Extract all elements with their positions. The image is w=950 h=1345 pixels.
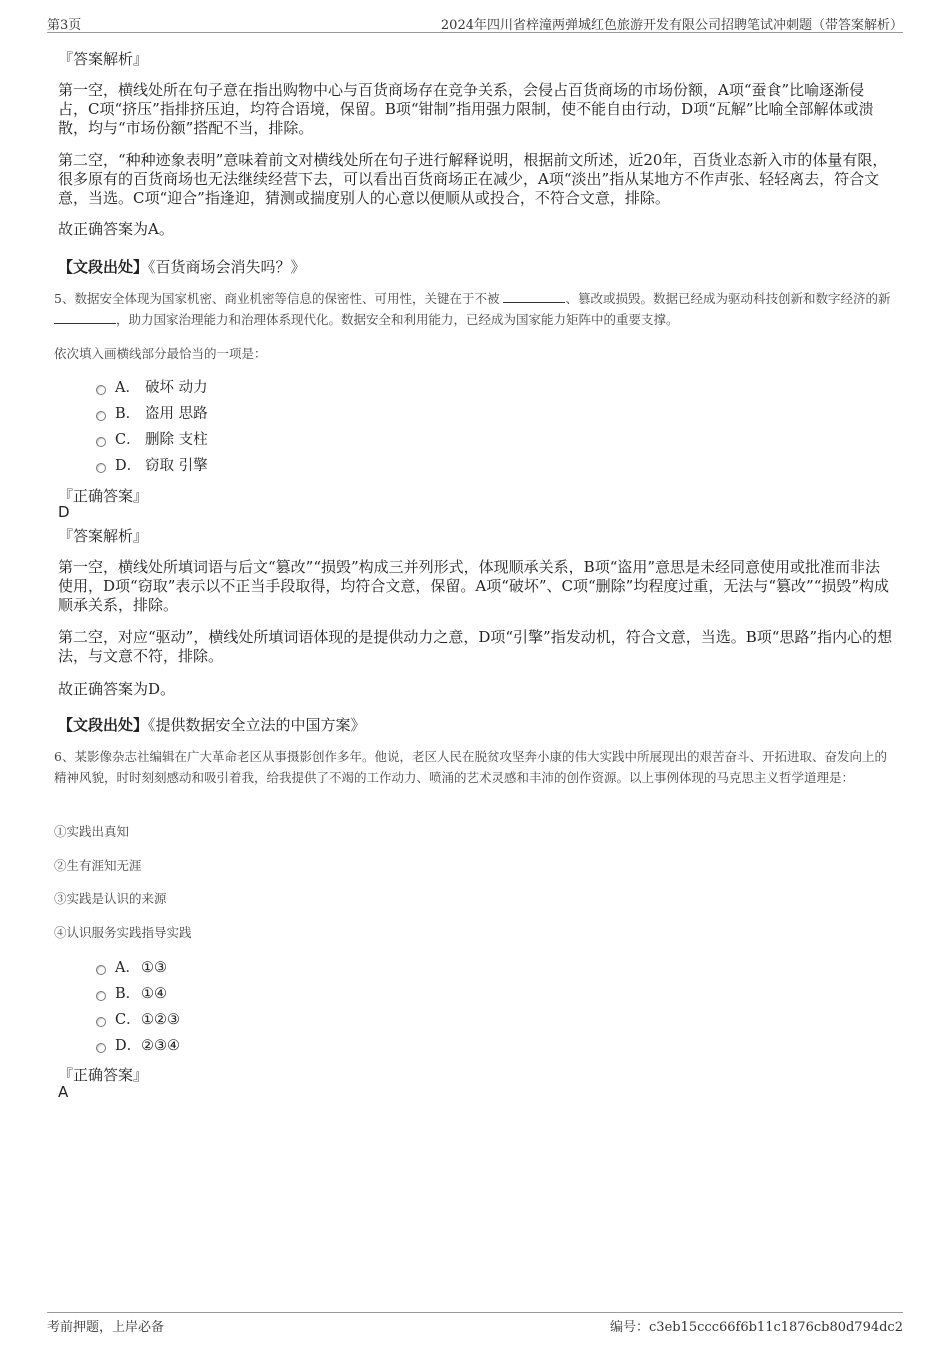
q5-option-d[interactable]: [96, 456, 208, 476]
radio-icon[interactable]: [96, 463, 106, 473]
correct-answer: A: [58, 1083, 69, 1101]
q5-option-c[interactable]: [96, 430, 208, 450]
source-title: 《提供数据安全立法的中国方案》: [148, 716, 366, 734]
correct-answer-label: 『正确答案』: [58, 487, 149, 505]
option-text: 破坏 动力: [145, 380, 208, 396]
q5-analysis-paragraph-3: 故正确答案为D。: [58, 680, 176, 698]
analysis-paragraph-3: 故正确答案为A。: [58, 220, 174, 238]
radio-icon[interactable]: [96, 1017, 106, 1027]
question-5-prompt: 依次填入画横线部分最恰当的一项是：: [54, 346, 267, 361]
analysis-label: 『答案解析』: [58, 527, 149, 545]
radio-icon[interactable]: [96, 411, 106, 421]
question-5-text: [54, 288, 896, 330]
q5-analysis-paragraph-1: 第一空，横线处所填词语与后文“篡改”“损毁”构成三并列形式，体现顺承关系，B项“盗用”意思是未经同意使用或批准而非法使用，D项“窃取”表示以不正当手段取得，均符合文意，保留。A项“破坏”、C项“删除”均程度过重，无法与“篡改”“损毁”构成顺承关系，排除。: [58, 558, 890, 614]
radio-icon[interactable]: [96, 385, 106, 395]
question-5-part-b: 、篡改或损毁。数据已经成为驱动科技创新和数字经济的新: [565, 291, 891, 306]
statement-2: ②生有涯知无涯: [54, 858, 142, 873]
radio-icon[interactable]: [96, 965, 106, 975]
radio-icon[interactable]: [96, 991, 106, 1001]
source-label: 【文段出处】: [58, 716, 149, 734]
fill-blank-2: [54, 311, 116, 324]
option-text: 删除 支柱: [145, 432, 208, 448]
option-key: C．: [115, 1012, 141, 1028]
question-5-part-a: 5、数据安全体现为国家机密、商业机密等信息的保密性、可用性，关键在于不被: [54, 291, 500, 306]
source-label: 【文段出处】: [58, 258, 149, 276]
option-text: 窃取 引擎: [145, 458, 208, 474]
page-footer: [47, 1312, 903, 1335]
option-key: C．: [115, 432, 141, 448]
document-title: 2024年四川省梓潼两弹城红色旅游开发有限公司招聘笔试冲刺题（带答案解析）: [440, 18, 903, 33]
q6-option-a[interactable]: [96, 958, 167, 978]
option-text: ①③: [141, 960, 167, 976]
option-key: A．: [115, 380, 140, 396]
analysis-label: 『答案解析』: [58, 50, 149, 68]
q6-option-c[interactable]: [96, 1010, 180, 1030]
option-key: D．: [115, 458, 142, 474]
question-6-text: 6、某影像杂志社编辑在广大革命老区从事摄影创作多年。他说，老区人民在脱贫攻坚奔小康的伟大实践中所展现出的艰苦奋斗、开拓进取、奋发向上的精神风貌，时时刻刻感动和吸引着我，给我提供了不竭的工作动力、喷涌的艺术灵感和丰沛的创作资源。以上事例体现的马克思主义哲学道理是：: [54, 749, 887, 785]
question-5-part-c: ，助力国家治理能力和治理体系现代化。数据安全和利用能力，已经成为国家能力矩阵中的重要支撑。: [116, 312, 679, 327]
analysis-paragraph-2: 第二空，“种种迹象表明”意味着前文对横线处所在句子进行解释说明，根据前文所述，近20年，百货业态新入市的体量有限，很多原有的百货商场也无法继续经营下去，可以看出百货商场正在减少，A项“淡出”指从某地方不作声张、轻轻离去，符合文意，当选。C项“迎合”指逢迎，猜测或揣度别人的心意以便顺从或投合，不符合文意，排除。: [58, 151, 888, 207]
source-line: [58, 714, 366, 735]
page-header: [47, 14, 903, 33]
option-text: ②③④: [141, 1038, 180, 1054]
page-number: 第3页: [47, 18, 82, 33]
statement-3: ③实践是认识的来源: [54, 891, 167, 906]
source-title: 《百货商场会消失吗？》: [148, 258, 306, 276]
analysis-paragraph-1: 第一空，横线处所在句子意在指出购物中心与百货商场存在竞争关系，会侵占百货商场的市场份额，A项“蚕食”比喻逐渐侵占，C项“挤压”指排挤压迫，均符合语境，保留。B项“钳制”指用强力限制，使不能自由行动，D项“瓦解”比喻全部解体或溃散，均与“市场份额”搭配不当，排除。: [58, 81, 874, 137]
q6-option-b[interactable]: [96, 984, 167, 1004]
source-line: [58, 256, 306, 277]
option-text: 盗用 思路: [145, 406, 208, 422]
footer-slogan: 考前押题，上岸必备: [47, 1320, 165, 1335]
option-key: D．: [115, 1038, 142, 1054]
q5-analysis-paragraph-2: 第二空，对应“驱动”，横线处所填词语体现的是提供动力之意，D项“引擎”指发动机，符合文意，当选。B项“思路”指内心的想法，与文意不符，排除。: [58, 628, 893, 665]
statement-1: ①实践出真知: [54, 824, 130, 839]
document-id: 编号：c3eb15ccc66f6b11c1876cb80d794dc2: [610, 1320, 903, 1335]
radio-icon[interactable]: [96, 437, 106, 447]
q5-option-b[interactable]: [96, 404, 208, 424]
option-text: ①②③: [141, 1012, 180, 1028]
radio-icon[interactable]: [96, 1043, 106, 1053]
q5-option-a[interactable]: [96, 378, 208, 398]
statement-4: ④认识服务实践指导实践: [54, 925, 192, 940]
option-key: B．: [115, 986, 141, 1002]
correct-answer-label: 『正确答案』: [58, 1066, 149, 1084]
option-key: A．: [115, 960, 140, 976]
correct-answer: D: [58, 503, 70, 521]
q6-option-d[interactable]: [96, 1036, 180, 1056]
fill-blank-1: [503, 290, 565, 303]
option-text: ①④: [141, 986, 167, 1002]
option-key: B．: [115, 406, 141, 422]
